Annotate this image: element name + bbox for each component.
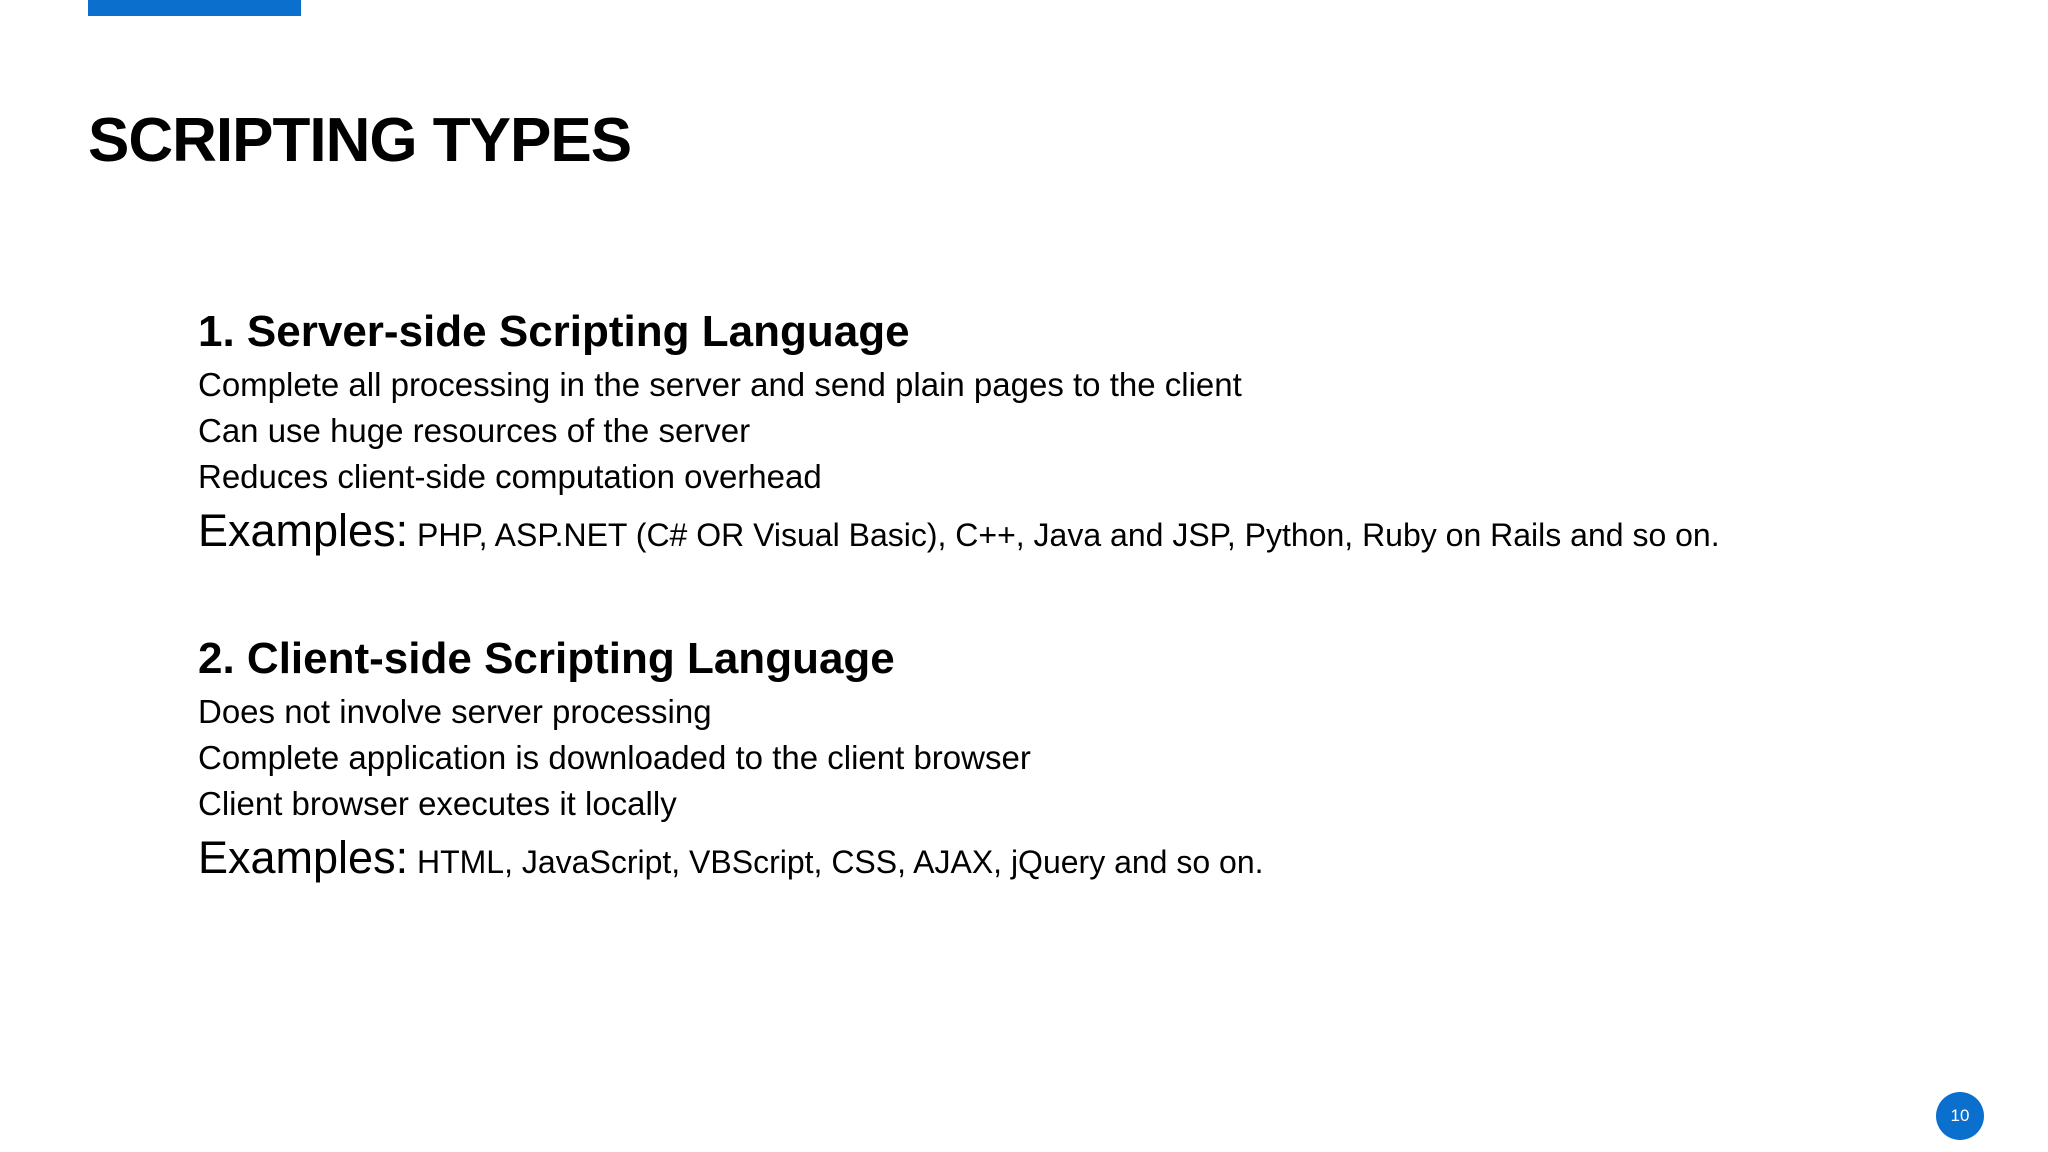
slide-title: SCRIPTING TYPES	[88, 106, 632, 175]
section-line: Client browser executes it locally	[198, 785, 677, 822]
section-line: Complete application is downloaded to the client browser	[198, 739, 1031, 776]
examples-text: PHP, ASP.NET (C# OR Visual Basic), C++, Java and JSP, Python, Ruby on Rails and so on.	[408, 517, 1720, 553]
section-line: Does not involve server processing	[198, 693, 712, 730]
section-server-side	[198, 302, 1978, 571]
section-heading: 1. Server-side Scripting Language	[198, 307, 910, 356]
examples-label: Examples:	[198, 505, 409, 556]
section-line: Can use huge resources of the server	[198, 412, 751, 449]
examples-text: HTML, JavaScript, VBScript, CSS, AJAX, jQuery and so on.	[408, 844, 1264, 880]
slide-content	[198, 302, 1978, 898]
section-heading: 2. Client-side Scripting Language	[198, 634, 895, 683]
examples-label: Examples:	[198, 832, 409, 883]
accent-bar	[88, 0, 301, 16]
examples-line	[198, 502, 1978, 571]
examples-line	[198, 829, 1978, 898]
section-line: Complete all processing in the server and send plain pages to the client	[198, 366, 1242, 403]
section-line: Reduces client-side computation overhead	[198, 458, 822, 495]
section-client-side	[198, 629, 1978, 898]
page-number-badge: 10	[1936, 1092, 1984, 1140]
